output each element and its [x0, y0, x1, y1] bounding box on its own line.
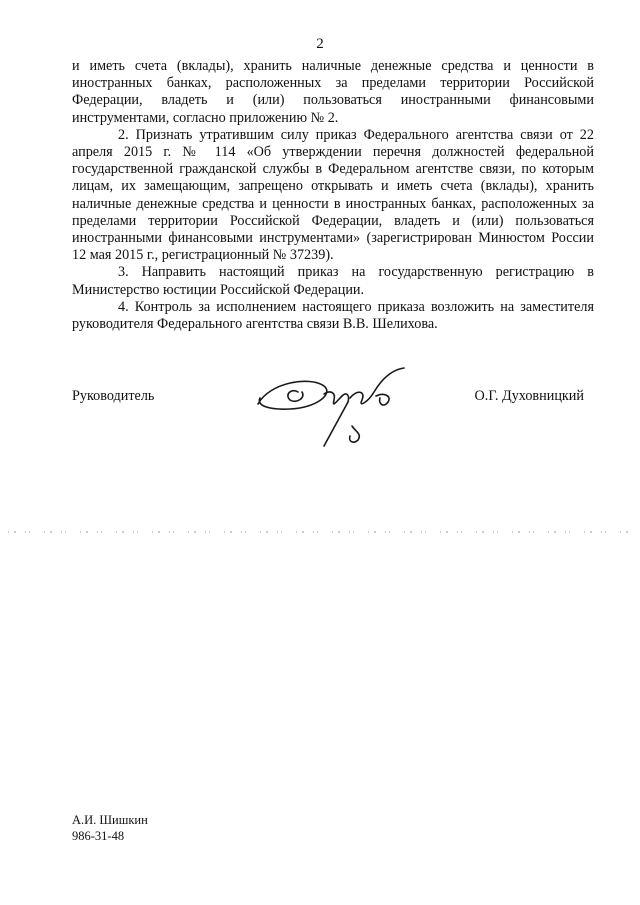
page-number: 2	[316, 36, 324, 52]
paragraph-4: 4. Контроль за исполнением настоящего приказа возложить на заместителя руководителя Федерального агентства связи В.В. Шелихова.	[72, 298, 594, 333]
paragraph-2: 2. Признать утратившим силу приказ Федерального агентства связи от 22 апреля 2015 г. № 114 «Об утверждении перечня должностей федеральной государственной гражданской службы в Федеральном агентстве связи, по которым лицам, их замещающим, запрещено открывать и иметь счета (вклады), хранить наличные денежные средства и ценности в иностранных банках, расположенных за пределами территории Российской Федерации, владеть и (или) пользоваться иностранными финансовыми инструментами» (зарегистрирован Минюстом России 12 мая 2015 г., регистрационный № 37239).	[72, 126, 594, 264]
scan-artifact-line	[0, 530, 640, 534]
executor-phone: 986-31-48	[72, 829, 125, 843]
executor-footer	[72, 812, 148, 844]
paragraph-continuation: и иметь счета (вклады), хранить наличные денежные средства и ценности в иностранных банках, расположенных за пределами территории Российской Федерации, владеть и (или) пользоваться иностранными финансовыми инструментами, согласно приложению № 2.	[72, 58, 594, 126]
executor-name: А.И. Шишкин	[72, 813, 148, 827]
signatory-role: Руководитель	[72, 388, 155, 404]
document-body	[72, 58, 594, 333]
signatory-name: О.Г. Духовницкий	[474, 388, 584, 404]
handwritten-signature	[250, 362, 420, 452]
paragraph-3: 3. Направить настоящий приказ на государственную регистрацию в Министерство юстиции Российской Федерации.	[72, 264, 594, 298]
